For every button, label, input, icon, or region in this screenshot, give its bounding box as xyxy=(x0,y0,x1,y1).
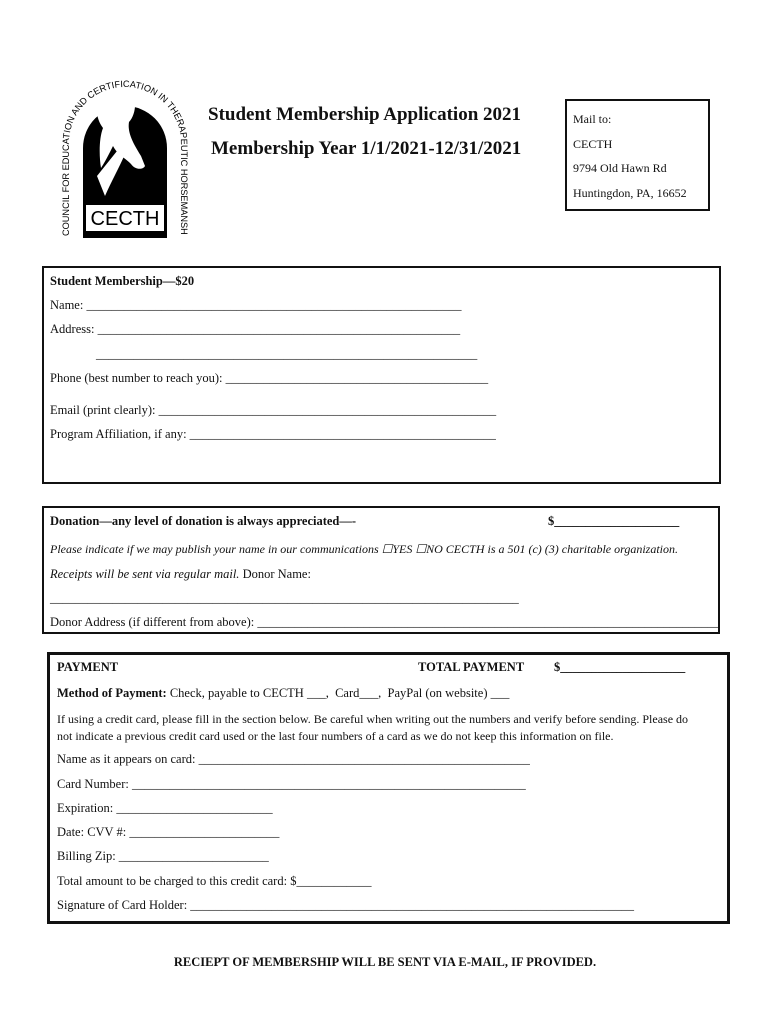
address-field[interactable]: Address: __________________________________________________________ xyxy=(50,322,461,336)
mail-org: CECTH xyxy=(573,136,613,151)
expiration-field[interactable]: Expiration: _________________________ xyxy=(57,801,273,815)
mail-city: Huntingdon, PA, 16652 xyxy=(573,185,687,200)
total-payment-field[interactable]: $____________________ xyxy=(554,660,686,674)
logo-arc-text: COUNCIL FOR EDUCATION AND CERTIFICATION IN THERAPEUTIC HORSEMANSH xyxy=(60,78,190,236)
payment-method-row[interactable] xyxy=(57,686,509,701)
card-note-line2: not indicate a previous credit card used or the last four numbers of a card as we do not keep this information on file. xyxy=(57,729,614,743)
cvv-field[interactable]: Date: CVV #: ________________________ xyxy=(57,825,280,839)
donation-heading: Donation—any level of donation is always appreciated—- xyxy=(50,514,357,528)
email-field[interactable]: Email (print clearly): ______________________________________________________ xyxy=(50,403,497,417)
donor-name-field[interactable]: ___________________________________________________________________________ xyxy=(50,591,519,605)
receipts-note xyxy=(50,567,311,582)
page-subtitle: Membership Year 1/1/2021-12/31/2021 xyxy=(211,138,522,159)
donation-amount-field[interactable]: $____________________ xyxy=(548,514,680,528)
billing-zip-field[interactable]: Billing Zip: ________________________ xyxy=(57,849,269,863)
receipts-text: Receipts will be sent via regular mail. xyxy=(50,567,240,581)
donor-name-label: Donor Name: xyxy=(239,567,311,581)
mail-street: 9794 Old Hawn Rd xyxy=(573,161,667,175)
payment-method-options[interactable]: Check, payable to CECTH ___, Card___, PayPal (on website) ___ xyxy=(166,686,510,700)
signature-field[interactable]: Signature of Card Holder: _______________________________________________________________________ xyxy=(57,898,635,912)
mail-to-box xyxy=(565,99,710,211)
name-field[interactable]: Name: ____________________________________________________________ xyxy=(50,298,462,312)
logo-badge: CECTH xyxy=(90,208,160,230)
mail-label: Mail to: xyxy=(573,112,612,126)
page-title: Student Membership Application 2021 xyxy=(208,104,522,125)
cecth-logo xyxy=(55,58,195,248)
program-affiliation-field[interactable]: Program Affiliation, if any: _________________________________________________ xyxy=(50,427,496,441)
footer-note: RECIEPT OF MEMBERSHIP WILL BE SENT VIA E-MAIL, IF PROVIDED. xyxy=(173,955,597,969)
card-name-field[interactable]: Name as it appears on card: _____________________________________________________ xyxy=(57,752,530,766)
phone-field[interactable]: Phone (best number to reach you): __________________________________________ xyxy=(50,371,489,385)
card-note-line1: If using a credit card, please fill in the section below. Be careful when writing out the numbers and verify before sending. Please do xyxy=(57,712,689,726)
publish-consent-text: Please indicate if we may publish your name in our communications ☐YES ☐NO CECTH is a 501 (c) (3) charitable organization. xyxy=(50,542,679,556)
donor-address-field[interactable]: Donor Address (if different from above): __________________________________________________________________________ xyxy=(50,615,720,629)
payment-method-label: Method of Payment: xyxy=(57,686,167,700)
address-line2-field[interactable]: _____________________________________________________________ xyxy=(96,347,478,361)
membership-heading: Student Membership—$20 xyxy=(50,274,195,288)
payment-heading: PAYMENT xyxy=(57,660,119,674)
total-payment-label: TOTAL PAYMENT xyxy=(418,660,525,674)
card-number-field[interactable]: Card Number: _______________________________________________________________ xyxy=(57,777,526,791)
total-charged-field[interactable]: Total amount to be charged to this credit card: $____________ xyxy=(57,874,372,888)
